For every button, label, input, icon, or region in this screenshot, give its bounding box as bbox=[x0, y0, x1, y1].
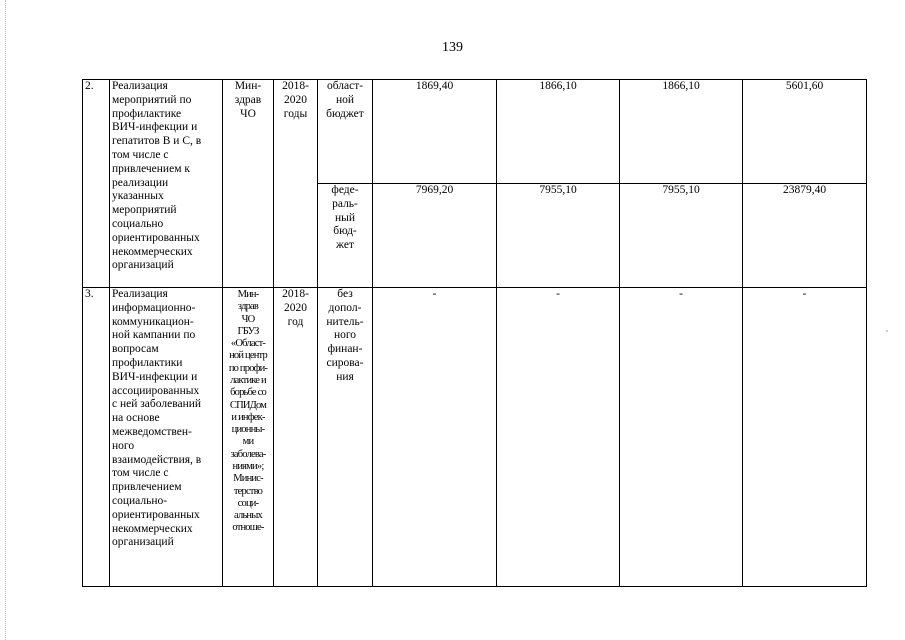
scan-edge-line bbox=[5, 0, 6, 640]
funding-source: област- ной бюджет bbox=[318, 80, 373, 184]
value-cell: 23879,40 bbox=[743, 184, 867, 288]
scan-speck bbox=[886, 330, 888, 332]
value-cell: 5601,60 bbox=[743, 80, 867, 184]
value-cell: 1866,10 bbox=[620, 80, 743, 184]
executor: Мин- здрав ЧО ГБУЗ «Област- ной центр по профи- лактике и борьбе со СПИДом и инфек- ционны- ми заболева- ниями»; Минис- терство соци- альных отноше- bbox=[223, 288, 274, 587]
table-row bbox=[83, 80, 867, 184]
period: 2018- 2020 годы bbox=[274, 80, 318, 288]
value-cell: - bbox=[497, 288, 620, 587]
funding-source: без допол- нитель- ного финан- сирова- ния bbox=[318, 288, 373, 587]
value-cell: 7955,10 bbox=[497, 184, 620, 288]
value-cell: - bbox=[620, 288, 743, 587]
value-cell: 1869,40 bbox=[373, 80, 497, 184]
row-number: 3. bbox=[83, 288, 110, 587]
period: 2018- 2020 год bbox=[274, 288, 318, 587]
activity-name: Реализация мероприятий по профилактике ВИЧ-инфекции и гепатитов В и С, в том числе с привлечением к реализации указанных мероприятий социально ориентированных некоммерческих организаций bbox=[110, 80, 223, 288]
value-cell: - bbox=[373, 288, 497, 587]
page-number: 139 bbox=[442, 40, 463, 55]
value-cell: 1866,10 bbox=[497, 80, 620, 184]
activity-name: Реализация информационно- коммуникацион- ной кампании по вопросам профилактики ВИЧ-инфекции и ассоциированных с ней заболеваний на основе межведомствен- ного взаимодействия, в том числе с привлечением социально- ориентированных некоммерческих организаций bbox=[110, 288, 223, 587]
value-cell: 7969,20 bbox=[373, 184, 497, 288]
row-number: 2. bbox=[83, 80, 110, 288]
value-cell: 7955,10 bbox=[620, 184, 743, 288]
funding-source: феде- раль- ный бюд- жет bbox=[318, 184, 373, 288]
executor: Мин- здрав ЧО bbox=[223, 80, 274, 288]
program-activities-table bbox=[82, 79, 867, 587]
table-row bbox=[83, 288, 867, 587]
value-cell: - bbox=[743, 288, 867, 587]
